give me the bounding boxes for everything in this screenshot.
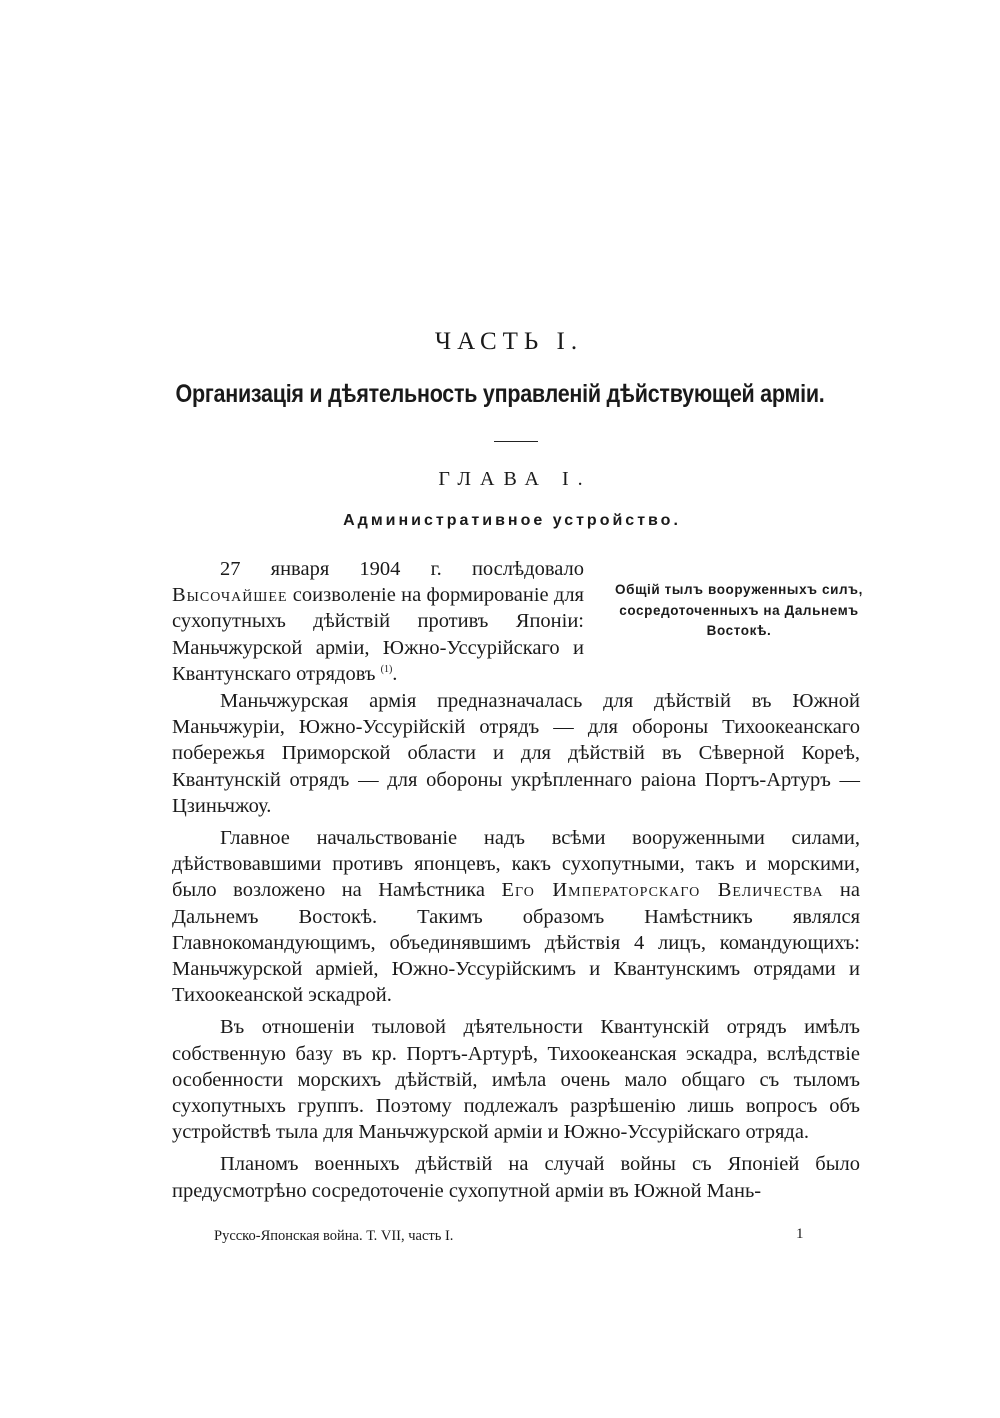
intro-text-start: 27 января 1904 г. послѣдовало xyxy=(220,558,584,580)
paragraph-4: Въ отношеніи тыловой дѣятельности Квантунскій отрядъ имѣлъ собственную базу въ кр. Портъ-Артурѣ, Тихоокеанская эскадра, вслѣдствіе особенности морскихъ дѣйствій, имѣла очень мало общаго съ тыломъ сухопутныхъ группъ. Поэтому подлежалъ разрѣшенію лишь вопросъ объ устройствѣ тыла для Маньчжурской арміи и Южно-Уссурійскаго отряда. xyxy=(172,1016,860,1144)
body-text xyxy=(172,688,860,1210)
intro-smallcaps: Высочайшее xyxy=(172,584,288,607)
marginal-note: Общій тылъ вооруженныхъ силъ, сосредоточенныхъ на Дальнемъ Востокѣ. xyxy=(615,582,863,638)
paragraph-3-smallcaps: Его Императорскаго Величества xyxy=(501,879,824,902)
running-footer: Русско-Японская война. Т. VII, часть I. xyxy=(214,1228,454,1244)
part-title: Организація и дѣятельность управленій дѣйствующей арміи. xyxy=(175,380,825,408)
chapter-heading: ГЛАВА I. xyxy=(438,468,592,490)
part-heading: ЧАСТЬ I. xyxy=(434,328,584,355)
paragraph-3-start: Главное начальствованіе надъ всѣми вооруженными силами, дѣйствовавшими противъ японцевъ, какъ сухопутными, такъ и морскими, было возложено на Намѣстника xyxy=(172,827,860,902)
paragraph-2: Маньчжурская армія предназначалась для дѣйствій въ Южной Маньчжуріи, Южно-Уссурійскій отрядъ — для обороны Тихоокеанскаго побережья Приморской области и для дѣйствій въ Сѣверной Кореѣ, Квантунскій отрядъ — для обороны укрѣпленнаго раіона Портъ-Артуръ — Цзиньчжоу. xyxy=(172,690,860,817)
intro-paragraph xyxy=(172,556,584,687)
footnote-mark[interactable]: (1) xyxy=(380,663,393,675)
page-number: 1 xyxy=(796,1226,804,1242)
section-title: Административное устройство. xyxy=(343,512,681,529)
intro-text-rest: соизволеніе на формированіе для сухопутныхъ дѣйствій противъ Японіи: Маньчжурской арміи, Южно-Уссурійскаго и Квантунскаго отрядовъ xyxy=(172,584,584,685)
paragraph-3-end: на Дальнемъ Востокѣ. Такимъ образомъ Намѣстникъ являлся Главнокомандующимъ, объединявшимъ дѣйствія 4 лицъ, командующихъ: Маньчжурской арміей, Южно-Уссурійскимъ и Квантунскимъ отрядами и Тихоокеанской эскадрой. xyxy=(172,879,861,1007)
paragraph-3 xyxy=(172,825,860,1008)
intro-text-end: . xyxy=(392,662,398,685)
title-divider xyxy=(494,441,538,442)
paragraph-5: Планомъ военныхъ дѣйствій на случай войны съ Японіей было предусмотрѣно сосредоточеніе сухопутной арміи въ Южной Мань- xyxy=(172,1153,860,1202)
